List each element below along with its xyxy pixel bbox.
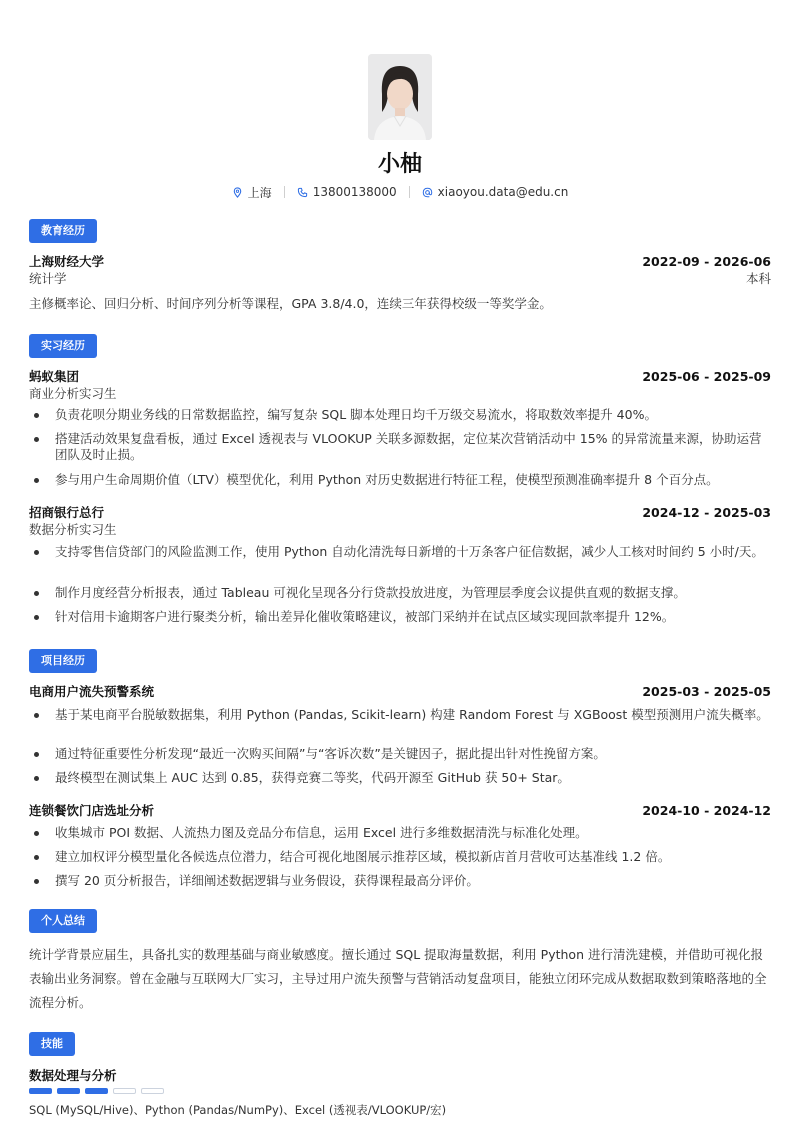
section-tag-summary: 个人总结 <box>29 909 97 933</box>
skill-desc: SQL (MySQL/Hive)、Python (Pandas/NumPy)、Excel (透视表/VLOOKUP/宏) <box>29 1103 447 1117</box>
school-name: 上海财经大学 <box>29 254 105 269</box>
list-item: 基于某电商平台脱敏数据集，利用 Python (Pandas, Scikit-learn) 构建 Random Forest 与 XGBoost 模型预测用户流失概率。 <box>29 707 771 723</box>
skill-level-segment <box>113 1088 136 1094</box>
candidate-name: 小柚 <box>377 152 422 177</box>
avatar <box>368 54 432 140</box>
company-name: 蚂蚁集团 <box>29 369 80 384</box>
phone-text: 13800138000 <box>312 185 397 199</box>
list-item: 制作月度经营分析报表，通过 Tableau 可视化呈现各分行贷款投放进度，为管理层季度会议提供直观的数据支撑。 <box>29 585 771 601</box>
project-date: 2025-03 - 2025-05 <box>642 684 771 699</box>
list-item: 针对信用卡逾期客户进行聚类分析，输出差异化催收策略建议，被部门采纳并在试点区域实现回款率提升 12%。 <box>29 609 771 625</box>
summary-text: 统计学背景应届生，具备扎实的数理基础与商业敏感度。擅长通过 SQL 提取海量数据，利用 Python 进行清洗建模，并借助可视化报表输出业务洞察。曾在金融与互联网大厂实习，主导过用户流失预警与营销活动复盘项目，能独立闭环完成从数据取数到策略落地的全流程分析。 <box>29 947 767 1010</box>
list-item: 收集城市 POI 数据、人流热力图及竞品分布信息，运用 Excel 进行多维数据清洗与标准化处理。 <box>29 825 771 841</box>
section-tag-internship: 实习经历 <box>29 334 97 358</box>
section-tag-projects: 项目经历 <box>29 649 97 673</box>
skill-level-segment <box>141 1088 164 1094</box>
education-header <box>29 254 771 270</box>
degree: 本科 <box>745 271 771 286</box>
list-item: 支持零售信贷部门的风险监测工作，使用 Python 自动化清洗每日新增的十万条客户征信数据，减少人工核对时间约 5 小时/天。 <box>29 544 771 560</box>
company-name: 招商银行总行 <box>29 505 105 520</box>
contact-location <box>232 184 272 201</box>
location-pin-icon <box>232 187 243 198</box>
list-item: 参与用户生命周期价值（LTV）模型优化，利用 Python 对历史数据进行特征工程，使模型预测准确率提升 8 个百分点。 <box>29 472 771 488</box>
skill-level-segment <box>57 1088 80 1094</box>
project-name: 电商用户流失预警系统 <box>29 684 155 699</box>
internship-date: 2025-06 - 2025-09 <box>642 369 771 384</box>
education-date: 2022-09 - 2026-06 <box>642 254 771 269</box>
internship-header <box>29 369 771 385</box>
internship-role <box>29 522 771 538</box>
email-text: xiaoyou.data@edu.cn <box>437 185 569 199</box>
project-name: 连锁餐饮门店选址分析 <box>29 803 155 818</box>
section-tag-skills: 技能 <box>29 1032 75 1056</box>
list-item: 通过特征重要性分析发现“最近一次购买间隔”与“客诉次数”是关键因子，据此提出针对性挽留方案。 <box>29 746 771 762</box>
list-item: 最终模型在测试集上 AUC 达到 0.85，获得竞赛二等奖，代码开源至 GitHub 获 50+ Star。 <box>29 770 771 786</box>
skill-title: 数据处理与分析 <box>29 1068 117 1083</box>
internship-role <box>29 386 771 402</box>
role-title: 数据分析实习生 <box>29 522 117 537</box>
project-header <box>29 803 771 819</box>
skill-level-meter <box>29 1088 164 1094</box>
project-date: 2024-10 - 2024-12 <box>642 803 771 818</box>
internship-header <box>29 505 771 521</box>
divider <box>284 186 285 198</box>
at-sign-icon <box>422 187 433 198</box>
major: 统计学 <box>29 271 67 286</box>
skill-level-segment <box>29 1088 52 1094</box>
education-sub <box>29 271 771 287</box>
location-text: 上海 <box>247 185 272 200</box>
skill-level-segment <box>85 1088 108 1094</box>
section-tag-education: 教育经历 <box>29 219 97 243</box>
internship-date: 2024-12 - 2025-03 <box>642 505 771 520</box>
role-title: 商业分析实习生 <box>29 386 117 401</box>
contact-email[interactable] <box>422 185 569 199</box>
project-header <box>29 684 771 700</box>
divider <box>409 186 410 198</box>
list-item: 搭建活动效果复盘看板，通过 Excel 透视表与 VLOOKUP 关联多源数据，定位某次营销活动中 15% 的异常流量来源，协助运营团队及时止损。 <box>29 431 771 463</box>
list-item: 负责花呗分期业务线的日常数据监控，编写复杂 SQL 脚本处理日均千万级交易流水，将取数效率提升 40%。 <box>29 407 771 423</box>
list-item: 建立加权评分模型量化各候选点位潜力，结合可视化地图展示推荐区域，模拟新店首月营收可达基准线 1.2 倍。 <box>29 849 771 865</box>
phone-icon <box>297 187 308 198</box>
contact-bar <box>0 183 800 201</box>
contact-phone[interactable] <box>297 185 397 199</box>
list-item: 撰写 20 页分析报告，详细阐述数据逻辑与业务假设，获得课程最高分评价。 <box>29 873 771 889</box>
education-desc: 主修概率论、回归分析、时间序列分析等课程，GPA 3.8/4.0，连续三年获得校级一等奖学金。 <box>29 296 552 311</box>
